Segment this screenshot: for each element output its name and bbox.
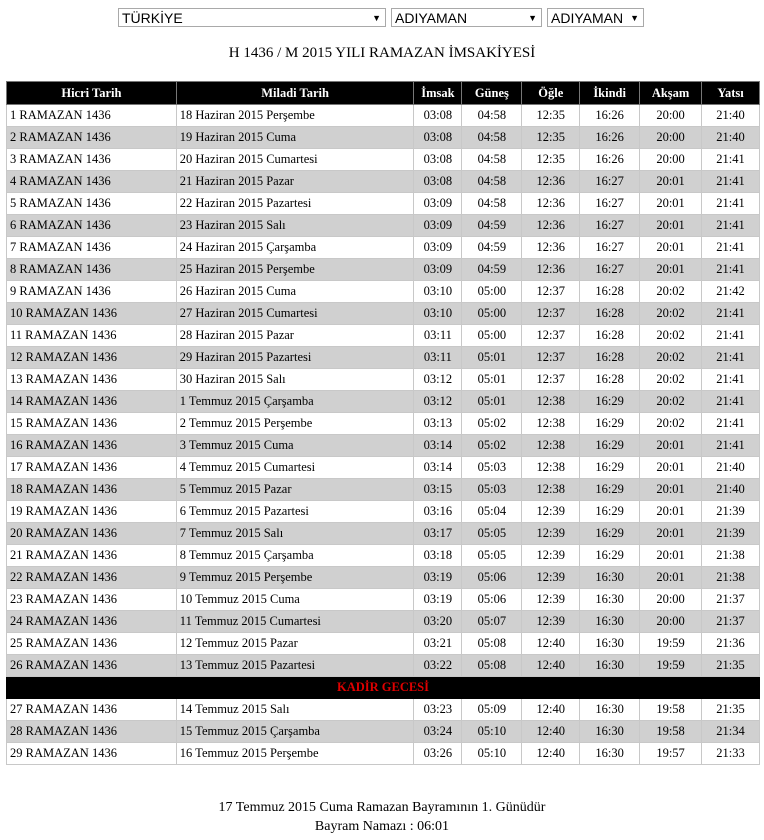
yatsi-cell: 21:41	[702, 347, 760, 369]
ogle-cell: 12:36	[522, 259, 580, 281]
yatsi-cell: 21:36	[702, 633, 760, 655]
country-select[interactable]	[118, 8, 386, 27]
miladi-cell: 11 Temmuz 2015 Cumartesi	[176, 611, 414, 633]
table-row	[7, 347, 760, 369]
province-select-value: ADIYAMAN	[395, 10, 468, 26]
yatsi-cell: 21:38	[702, 567, 760, 589]
ikindi-cell: 16:29	[580, 413, 640, 435]
table-row	[7, 303, 760, 325]
table-row	[7, 699, 760, 721]
yatsi-cell: 21:41	[702, 193, 760, 215]
table-row	[7, 369, 760, 391]
yatsi-cell: 21:34	[702, 721, 760, 743]
table-row	[7, 743, 760, 765]
bayram-note: 17 Temmuz 2015 Cuma Ramazan Bayramının 1. Günüdür	[218, 800, 546, 815]
gunes-cell: 05:06	[462, 589, 522, 611]
ikindi-cell: 16:28	[580, 325, 640, 347]
imsak-cell: 03:12	[414, 369, 462, 391]
ikindi-cell: 16:30	[580, 633, 640, 655]
district-select[interactable]	[547, 8, 644, 27]
imsak-cell: 03:26	[414, 743, 462, 765]
table-row	[7, 237, 760, 259]
ogle-cell: 12:40	[522, 633, 580, 655]
ogle-cell: 12:39	[522, 545, 580, 567]
ogle-cell: 12:38	[522, 457, 580, 479]
yatsi-cell: 21:38	[702, 545, 760, 567]
imsak-cell: 03:19	[414, 567, 462, 589]
miladi-cell: 14 Temmuz 2015 Salı	[176, 699, 414, 721]
imsak-cell: 03:08	[414, 105, 462, 127]
ikindi-cell: 16:26	[580, 127, 640, 149]
miladi-cell: 4 Temmuz 2015 Cumartesi	[176, 457, 414, 479]
miladi-cell: 8 Temmuz 2015 Çarşamba	[176, 545, 414, 567]
aksam-cell: 20:01	[640, 479, 702, 501]
hicri-cell: 16 RAMAZAN 1436	[7, 435, 177, 457]
yatsi-cell: 21:37	[702, 589, 760, 611]
miladi-cell: 6 Temmuz 2015 Pazartesi	[176, 501, 414, 523]
table-row	[7, 567, 760, 589]
gunes-cell: 05:07	[462, 611, 522, 633]
miladi-cell: 15 Temmuz 2015 Çarşamba	[176, 721, 414, 743]
aksam-cell: 20:01	[640, 259, 702, 281]
miladi-cell: 13 Temmuz 2015 Pazartesi	[176, 655, 414, 677]
gunes-cell: 05:02	[462, 413, 522, 435]
dropdown-arrow-icon: ▼	[630, 13, 639, 23]
hicri-cell: 1 RAMAZAN 1436	[7, 105, 177, 127]
hicri-cell: 3 RAMAZAN 1436	[7, 149, 177, 171]
ikindi-cell: 16:28	[580, 303, 640, 325]
dropdown-arrow-icon: ▼	[372, 13, 381, 23]
gunes-cell: 05:04	[462, 501, 522, 523]
hicri-cell: 22 RAMAZAN 1436	[7, 567, 177, 589]
aksam-cell: 20:02	[640, 391, 702, 413]
ikindi-cell: 16:30	[580, 699, 640, 721]
aksam-cell: 20:00	[640, 149, 702, 171]
ogle-cell: 12:36	[522, 193, 580, 215]
imsak-cell: 03:10	[414, 303, 462, 325]
gunes-cell: 04:58	[462, 171, 522, 193]
miladi-cell: 10 Temmuz 2015 Cuma	[176, 589, 414, 611]
table-row	[7, 281, 760, 303]
gunes-cell: 05:01	[462, 347, 522, 369]
hicri-cell: 28 RAMAZAN 1436	[7, 721, 177, 743]
kadir-gecesi-label: KADİR GECESİ	[7, 677, 760, 699]
yatsi-cell: 21:41	[702, 369, 760, 391]
aksam-cell: 20:01	[640, 435, 702, 457]
aksam-cell: 20:02	[640, 303, 702, 325]
ogle-cell: 12:38	[522, 391, 580, 413]
hicri-cell: 4 RAMAZAN 1436	[7, 171, 177, 193]
hicri-cell: 7 RAMAZAN 1436	[7, 237, 177, 259]
header-ikindi: İkindi	[580, 82, 640, 105]
ogle-cell: 12:38	[522, 479, 580, 501]
aksam-cell: 19:58	[640, 721, 702, 743]
miladi-cell: 30 Haziran 2015 Salı	[176, 369, 414, 391]
ogle-cell: 12:37	[522, 303, 580, 325]
header-gunes: Güneş	[462, 82, 522, 105]
table-row	[7, 457, 760, 479]
ikindi-cell: 16:27	[580, 193, 640, 215]
header-ogle: Öğle	[522, 82, 580, 105]
aksam-cell: 20:00	[640, 589, 702, 611]
ikindi-cell: 16:30	[580, 611, 640, 633]
hicri-cell: 9 RAMAZAN 1436	[7, 281, 177, 303]
imsak-cell: 03:16	[414, 501, 462, 523]
page-title: H 1436 / M 2015 YILI RAMAZAN İMSAKİYESİ	[228, 45, 536, 61]
miladi-cell: 24 Haziran 2015 Çarşamba	[176, 237, 414, 259]
ikindi-cell: 16:27	[580, 259, 640, 281]
aksam-cell: 20:01	[640, 237, 702, 259]
imsak-cell: 03:09	[414, 193, 462, 215]
gunes-cell: 04:59	[462, 215, 522, 237]
ogle-cell: 12:36	[522, 215, 580, 237]
table-row	[7, 523, 760, 545]
gunes-cell: 05:03	[462, 479, 522, 501]
ikindi-cell: 16:26	[580, 149, 640, 171]
gunes-cell: 05:10	[462, 721, 522, 743]
ogle-cell: 12:39	[522, 589, 580, 611]
miladi-cell: 16 Temmuz 2015 Perşembe	[176, 743, 414, 765]
hicri-cell: 23 RAMAZAN 1436	[7, 589, 177, 611]
imsak-cell: 03:20	[414, 611, 462, 633]
aksam-cell: 20:02	[640, 347, 702, 369]
ogle-cell: 12:38	[522, 413, 580, 435]
yatsi-cell: 21:41	[702, 149, 760, 171]
ogle-cell: 12:35	[522, 127, 580, 149]
yatsi-cell: 21:41	[702, 391, 760, 413]
hicri-cell: 6 RAMAZAN 1436	[7, 215, 177, 237]
header-yatsi: Yatsı	[702, 82, 760, 105]
yatsi-cell: 21:41	[702, 237, 760, 259]
ikindi-cell: 16:28	[580, 281, 640, 303]
imsak-cell: 03:09	[414, 237, 462, 259]
yatsi-cell: 21:40	[702, 105, 760, 127]
gunes-cell: 05:00	[462, 303, 522, 325]
miladi-cell: 22 Haziran 2015 Pazartesi	[176, 193, 414, 215]
gunes-cell: 05:05	[462, 523, 522, 545]
ogle-cell: 12:37	[522, 325, 580, 347]
hicri-cell: 27 RAMAZAN 1436	[7, 699, 177, 721]
table-row	[7, 215, 760, 237]
aksam-cell: 20:01	[640, 501, 702, 523]
gunes-cell: 04:58	[462, 127, 522, 149]
hicri-cell: 14 RAMAZAN 1436	[7, 391, 177, 413]
gunes-cell: 05:00	[462, 281, 522, 303]
table-row	[7, 391, 760, 413]
gunes-cell: 04:58	[462, 105, 522, 127]
ogle-cell: 12:36	[522, 237, 580, 259]
miladi-cell: 20 Haziran 2015 Cumartesi	[176, 149, 414, 171]
header-imsak: İmsak	[414, 82, 462, 105]
aksam-cell: 20:02	[640, 325, 702, 347]
hicri-cell: 19 RAMAZAN 1436	[7, 501, 177, 523]
hicri-cell: 26 RAMAZAN 1436	[7, 655, 177, 677]
hicri-cell: 18 RAMAZAN 1436	[7, 479, 177, 501]
table-row	[7, 611, 760, 633]
table-row	[7, 259, 760, 281]
imsak-cell: 03:08	[414, 171, 462, 193]
yatsi-cell: 21:37	[702, 611, 760, 633]
yatsi-cell: 21:40	[702, 457, 760, 479]
hicri-cell: 15 RAMAZAN 1436	[7, 413, 177, 435]
aksam-cell: 20:02	[640, 281, 702, 303]
ikindi-cell: 16:30	[580, 655, 640, 677]
ogle-cell: 12:38	[522, 435, 580, 457]
hicri-cell: 11 RAMAZAN 1436	[7, 325, 177, 347]
yatsi-cell: 21:41	[702, 325, 760, 347]
ogle-cell: 12:39	[522, 523, 580, 545]
aksam-cell: 19:58	[640, 699, 702, 721]
hicri-cell: 2 RAMAZAN 1436	[7, 127, 177, 149]
imsak-cell: 03:14	[414, 435, 462, 457]
aksam-cell: 20:00	[640, 611, 702, 633]
district-select-value: ADIYAMAN	[551, 10, 624, 26]
table-row	[7, 633, 760, 655]
hicri-cell: 12 RAMAZAN 1436	[7, 347, 177, 369]
table-row	[7, 435, 760, 457]
ogle-cell: 12:40	[522, 721, 580, 743]
table-row	[7, 105, 760, 127]
table-row	[7, 479, 760, 501]
table-row	[7, 171, 760, 193]
ikindi-cell: 16:29	[580, 391, 640, 413]
miladi-cell: 3 Temmuz 2015 Cuma	[176, 435, 414, 457]
ogle-cell: 12:35	[522, 149, 580, 171]
aksam-cell: 20:01	[640, 171, 702, 193]
gunes-cell: 05:00	[462, 325, 522, 347]
aksam-cell: 19:59	[640, 633, 702, 655]
miladi-cell: 1 Temmuz 2015 Çarşamba	[176, 391, 414, 413]
imsak-cell: 03:08	[414, 127, 462, 149]
header-aksam: Akşam	[640, 82, 702, 105]
hicri-cell: 29 RAMAZAN 1436	[7, 743, 177, 765]
aksam-cell: 20:01	[640, 457, 702, 479]
yatsi-cell: 21:40	[702, 479, 760, 501]
yatsi-cell: 21:41	[702, 413, 760, 435]
ogle-cell: 12:39	[522, 567, 580, 589]
imsak-cell: 03:10	[414, 281, 462, 303]
yatsi-cell: 21:35	[702, 655, 760, 677]
province-select[interactable]	[391, 8, 542, 27]
aksam-cell: 20:01	[640, 523, 702, 545]
imsak-cell: 03:12	[414, 391, 462, 413]
yatsi-cell: 21:41	[702, 215, 760, 237]
aksam-cell: 20:02	[640, 413, 702, 435]
table-row	[7, 413, 760, 435]
ogle-cell: 12:37	[522, 347, 580, 369]
imsak-cell: 03:24	[414, 721, 462, 743]
hicri-cell: 13 RAMAZAN 1436	[7, 369, 177, 391]
yatsi-cell: 21:39	[702, 501, 760, 523]
ogle-cell: 12:37	[522, 281, 580, 303]
yatsi-cell: 21:35	[702, 699, 760, 721]
gunes-cell: 04:59	[462, 237, 522, 259]
table-row	[7, 149, 760, 171]
table-row	[7, 193, 760, 215]
header-hicri: Hicri Tarih	[7, 82, 177, 105]
hicri-cell: 10 RAMAZAN 1436	[7, 303, 177, 325]
yatsi-cell: 21:39	[702, 523, 760, 545]
miladi-cell: 29 Haziran 2015 Pazartesi	[176, 347, 414, 369]
imsak-cell: 03:22	[414, 655, 462, 677]
imsak-cell: 03:14	[414, 457, 462, 479]
imsak-cell: 03:09	[414, 215, 462, 237]
hicri-cell: 24 RAMAZAN 1436	[7, 611, 177, 633]
gunes-cell: 05:10	[462, 743, 522, 765]
table-row	[7, 501, 760, 523]
table-body	[7, 105, 760, 765]
ikindi-cell: 16:29	[580, 435, 640, 457]
yatsi-cell: 21:41	[702, 303, 760, 325]
aksam-cell: 19:57	[640, 743, 702, 765]
ikindi-cell: 16:30	[580, 721, 640, 743]
dropdown-arrow-icon: ▼	[528, 13, 537, 23]
gunes-cell: 04:59	[462, 259, 522, 281]
ogle-cell: 12:40	[522, 699, 580, 721]
table-row	[7, 589, 760, 611]
ikindi-cell: 16:27	[580, 171, 640, 193]
ikindi-cell: 16:27	[580, 215, 640, 237]
aksam-cell: 20:01	[640, 567, 702, 589]
ikindi-cell: 16:28	[580, 347, 640, 369]
country-select-value: TÜRKİYE	[122, 10, 183, 26]
hicri-cell: 5 RAMAZAN 1436	[7, 193, 177, 215]
gunes-cell: 05:08	[462, 633, 522, 655]
miladi-cell: 27 Haziran 2015 Cumartesi	[176, 303, 414, 325]
yatsi-cell: 21:41	[702, 435, 760, 457]
yatsi-cell: 21:40	[702, 127, 760, 149]
ikindi-cell: 16:30	[580, 743, 640, 765]
gunes-cell: 05:06	[462, 567, 522, 589]
gunes-cell: 05:02	[462, 435, 522, 457]
imsak-cell: 03:11	[414, 347, 462, 369]
aksam-cell: 20:01	[640, 215, 702, 237]
gunes-cell: 04:58	[462, 149, 522, 171]
ogle-cell: 12:40	[522, 655, 580, 677]
ikindi-cell: 16:29	[580, 523, 640, 545]
yatsi-cell: 21:42	[702, 281, 760, 303]
miladi-cell: 7 Temmuz 2015 Salı	[176, 523, 414, 545]
miladi-cell: 28 Haziran 2015 Pazar	[176, 325, 414, 347]
miladi-cell: 9 Temmuz 2015 Perşembe	[176, 567, 414, 589]
miladi-cell: 25 Haziran 2015 Perşembe	[176, 259, 414, 281]
imsak-cell: 03:08	[414, 149, 462, 171]
ogle-cell: 12:37	[522, 369, 580, 391]
gunes-cell: 05:05	[462, 545, 522, 567]
gunes-cell: 05:01	[462, 369, 522, 391]
miladi-cell: 19 Haziran 2015 Cuma	[176, 127, 414, 149]
yatsi-cell: 21:41	[702, 259, 760, 281]
gunes-cell: 05:01	[462, 391, 522, 413]
bayram-namazi: Bayram Namazı : 06:01	[314, 819, 450, 834]
imsak-cell: 03:23	[414, 699, 462, 721]
yatsi-cell: 21:33	[702, 743, 760, 765]
ogle-cell: 12:40	[522, 743, 580, 765]
gunes-cell: 05:09	[462, 699, 522, 721]
hicri-cell: 8 RAMAZAN 1436	[7, 259, 177, 281]
imsak-cell: 03:19	[414, 589, 462, 611]
ogle-cell: 12:35	[522, 105, 580, 127]
table-row	[7, 545, 760, 567]
ikindi-cell: 16:27	[580, 237, 640, 259]
miladi-cell: 18 Haziran 2015 Perşembe	[176, 105, 414, 127]
yatsi-cell: 21:41	[702, 171, 760, 193]
kadir-gecesi-row	[7, 677, 760, 699]
imsak-cell: 03:17	[414, 523, 462, 545]
imsak-cell: 03:09	[414, 259, 462, 281]
aksam-cell: 19:59	[640, 655, 702, 677]
ogle-cell: 12:39	[522, 501, 580, 523]
gunes-cell: 04:58	[462, 193, 522, 215]
imsak-cell: 03:21	[414, 633, 462, 655]
imsak-cell: 03:13	[414, 413, 462, 435]
table-header-row	[7, 82, 760, 105]
miladi-cell: 23 Haziran 2015 Salı	[176, 215, 414, 237]
miladi-cell: 21 Haziran 2015 Pazar	[176, 171, 414, 193]
gunes-cell: 05:03	[462, 457, 522, 479]
aksam-cell: 20:01	[640, 193, 702, 215]
header-miladi: Miladi Tarih	[176, 82, 414, 105]
hicri-cell: 21 RAMAZAN 1436	[7, 545, 177, 567]
ogle-cell: 12:39	[522, 611, 580, 633]
miladi-cell: 12 Temmuz 2015 Pazar	[176, 633, 414, 655]
hicri-cell: 17 RAMAZAN 1436	[7, 457, 177, 479]
ikindi-cell: 16:29	[580, 501, 640, 523]
table-row	[7, 127, 760, 149]
miladi-cell: 26 Haziran 2015 Cuma	[176, 281, 414, 303]
ikindi-cell: 16:26	[580, 105, 640, 127]
ikindi-cell: 16:29	[580, 479, 640, 501]
ikindi-cell: 16:30	[580, 589, 640, 611]
imsak-cell: 03:18	[414, 545, 462, 567]
ogle-cell: 12:36	[522, 171, 580, 193]
table-row	[7, 655, 760, 677]
hicri-cell: 25 RAMAZAN 1436	[7, 633, 177, 655]
gunes-cell: 05:08	[462, 655, 522, 677]
imsakiye-table	[6, 81, 760, 765]
aksam-cell: 20:00	[640, 127, 702, 149]
miladi-cell: 5 Temmuz 2015 Pazar	[176, 479, 414, 501]
aksam-cell: 20:01	[640, 545, 702, 567]
hicri-cell: 20 RAMAZAN 1436	[7, 523, 177, 545]
aksam-cell: 20:02	[640, 369, 702, 391]
table-row	[7, 721, 760, 743]
ikindi-cell: 16:28	[580, 369, 640, 391]
aksam-cell: 20:00	[640, 105, 702, 127]
imsak-cell: 03:15	[414, 479, 462, 501]
table-row	[7, 325, 760, 347]
imsak-cell: 03:11	[414, 325, 462, 347]
ikindi-cell: 16:29	[580, 457, 640, 479]
ikindi-cell: 16:29	[580, 545, 640, 567]
ikindi-cell: 16:30	[580, 567, 640, 589]
miladi-cell: 2 Temmuz 2015 Perşembe	[176, 413, 414, 435]
